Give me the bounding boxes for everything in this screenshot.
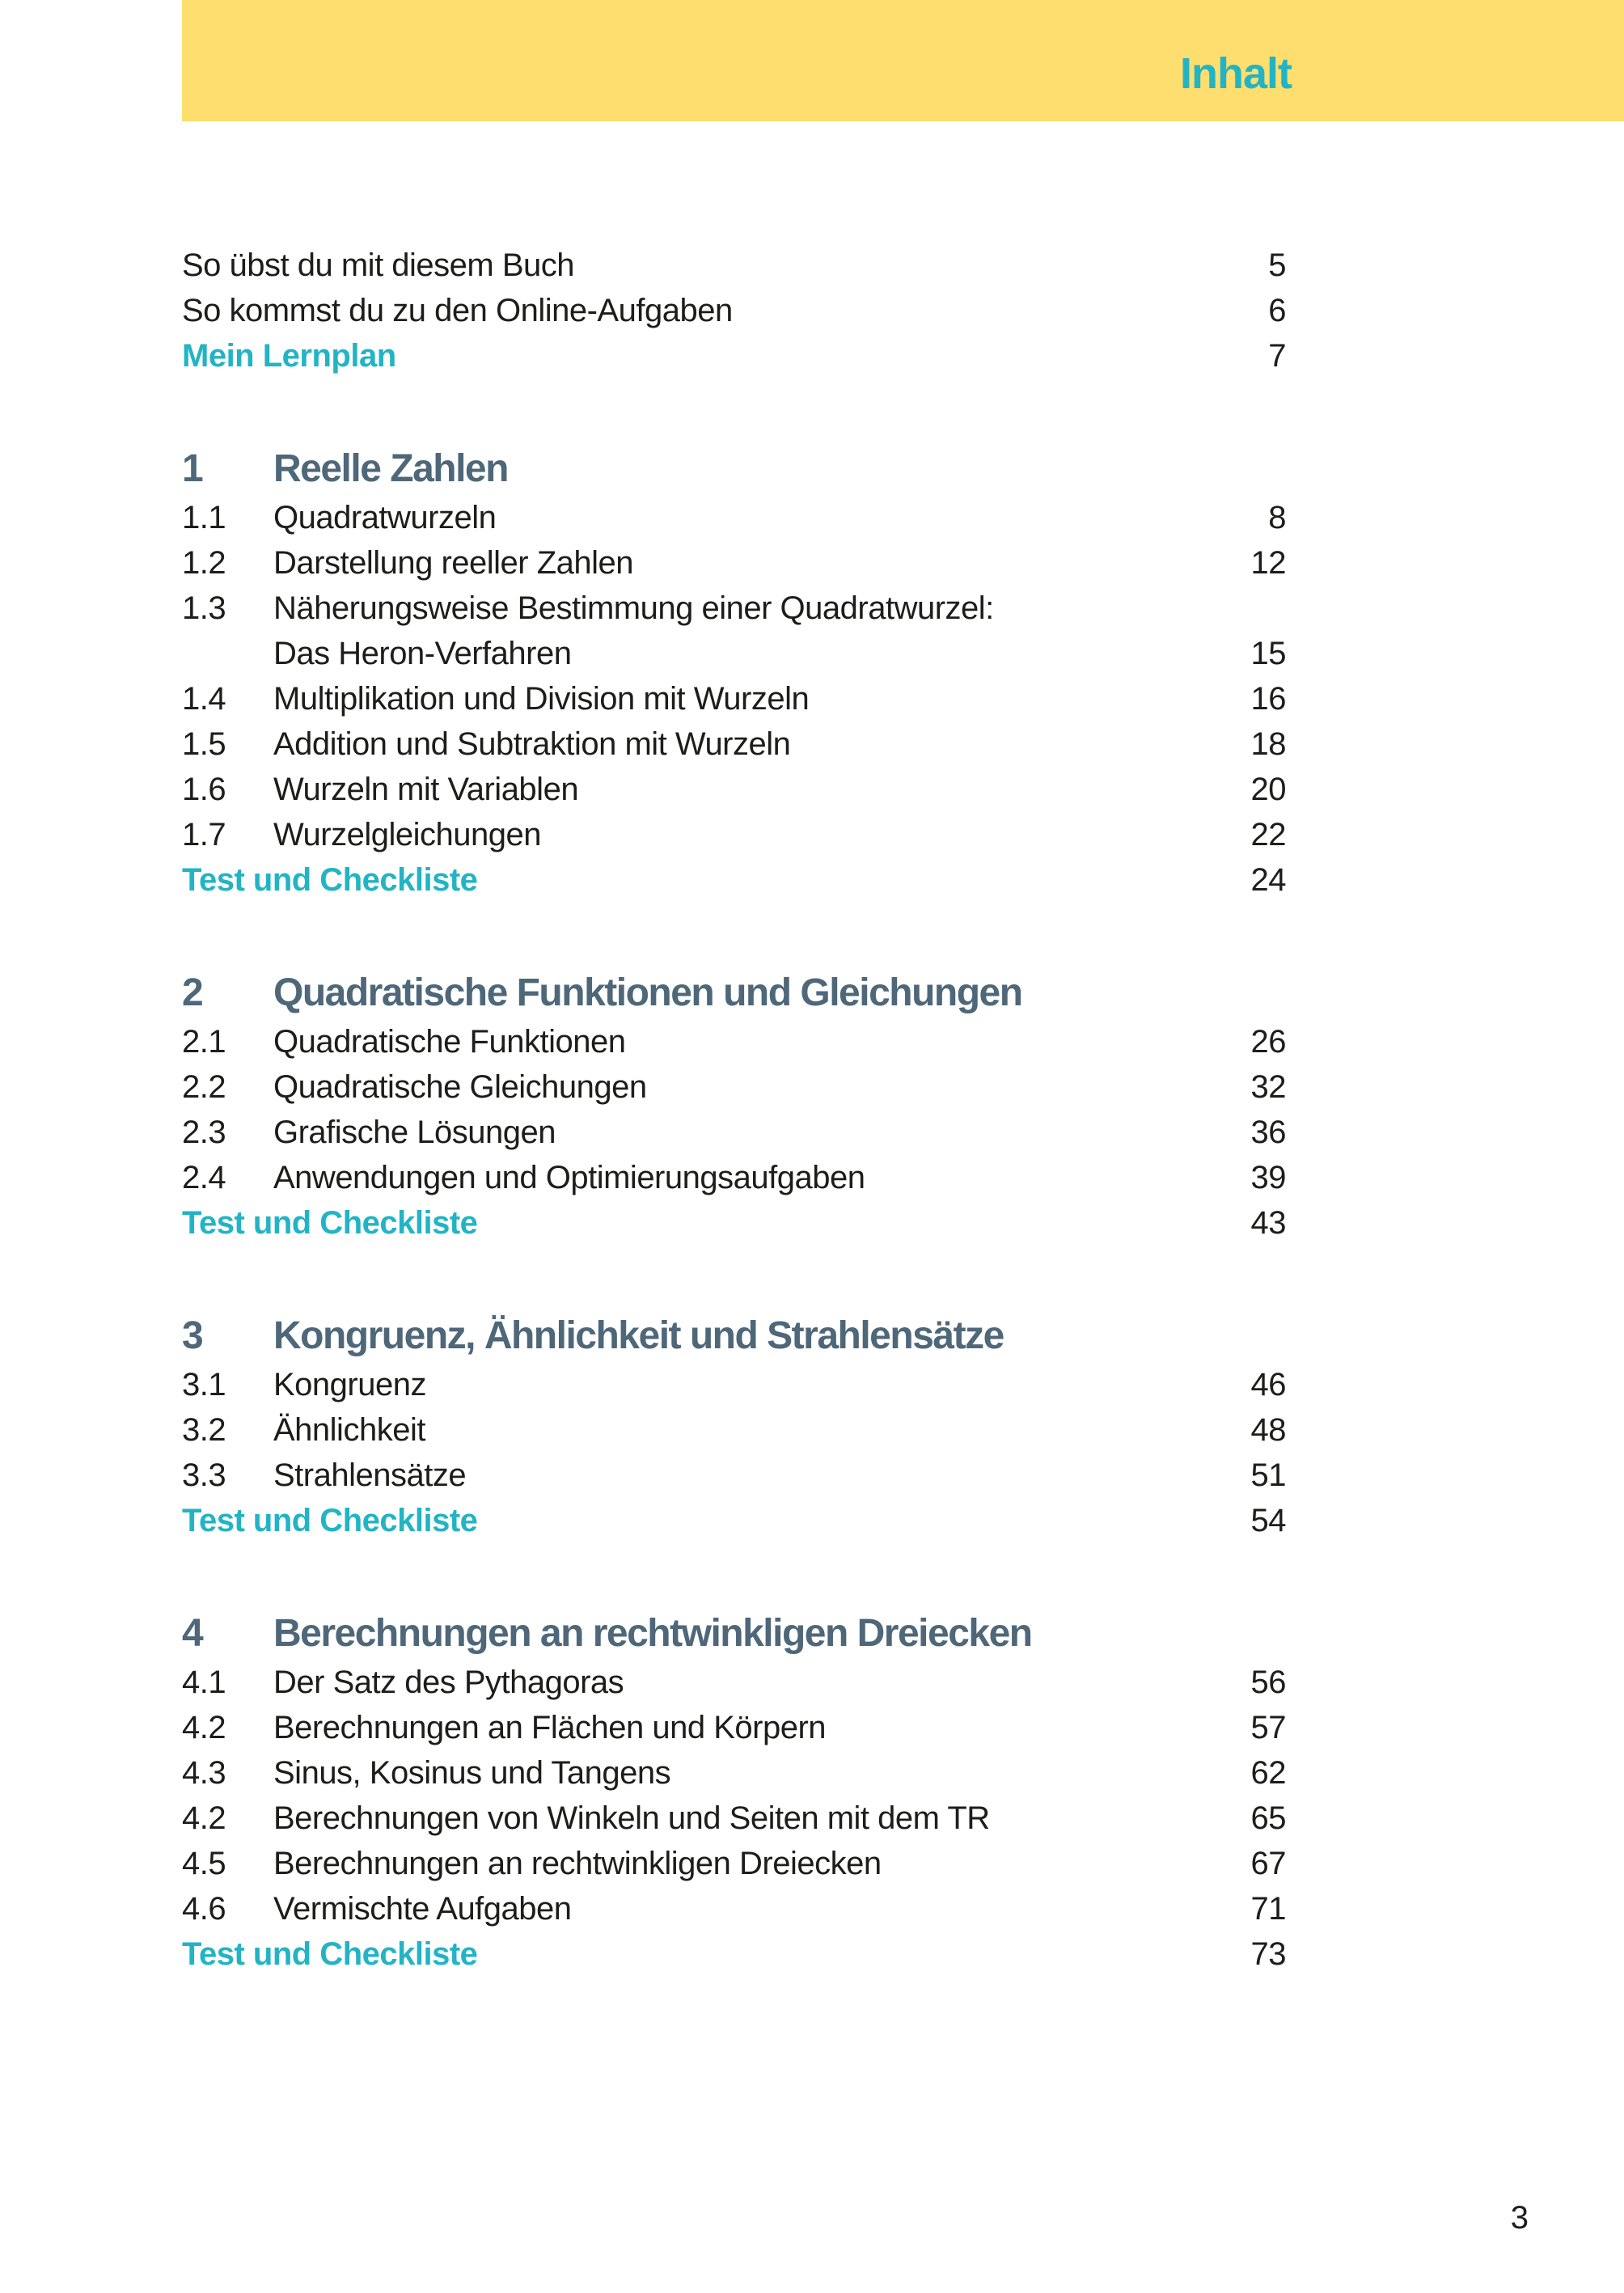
entry-title: Wurzeln mit Variablen — [273, 772, 579, 807]
page-title: Inhalt — [1180, 49, 1292, 98]
section-footer-row — [182, 1200, 1286, 1246]
toc-entry-row — [182, 540, 1286, 586]
entry-number: 4.3 — [182, 1755, 226, 1791]
entry-page: 57 — [1250, 1710, 1286, 1745]
entry-page: 65 — [1250, 1800, 1286, 1836]
toc-entry-row — [182, 495, 1286, 540]
entry-page: 36 — [1250, 1115, 1286, 1150]
entry-title: Test und Checkliste — [182, 1936, 478, 1972]
entry-number: 1.2 — [182, 545, 226, 581]
section-heading — [182, 443, 1286, 495]
entry-title: So kommst du zu den Online-Aufgaben — [182, 293, 733, 328]
entry-number: 2.3 — [182, 1115, 226, 1150]
entry-title: Quadratische Funktionen — [273, 1024, 626, 1060]
section-heading — [182, 1310, 1286, 1362]
entry-title: Anwendungen und Optimierungsaufgaben — [273, 1160, 865, 1195]
entry-title: Ähnlichkeit — [273, 1412, 425, 1448]
entry-number: 2.1 — [182, 1024, 226, 1060]
entry-page: 32 — [1250, 1069, 1286, 1105]
section-title: Reelle Zahlen — [273, 447, 508, 490]
entry-page: 43 — [1250, 1205, 1286, 1241]
toc-entry-row — [182, 586, 1286, 631]
entry-page: 16 — [1250, 681, 1286, 717]
toc-section — [182, 967, 1286, 1246]
entry-title: Berechnungen von Winkeln und Seiten mit dem TR — [273, 1800, 990, 1836]
toc-entry-row — [182, 1886, 1286, 1931]
entry-number: 1.4 — [182, 681, 226, 717]
toc-entry-row — [182, 812, 1286, 857]
entry-page: 6 — [1268, 293, 1286, 328]
page-number: 3 — [1510, 2200, 1529, 2236]
sections-list — [182, 443, 1286, 1977]
entry-page: 62 — [1250, 1755, 1286, 1791]
toc-section — [182, 1310, 1286, 1543]
entry-number: 3.3 — [182, 1457, 226, 1493]
entry-page: 20 — [1250, 772, 1286, 807]
toc-front-row — [182, 333, 1286, 379]
entry-page: 8 — [1268, 500, 1286, 535]
entry-page: 51 — [1250, 1457, 1286, 1493]
section-title: Quadratische Funktionen und Gleichungen — [273, 971, 1022, 1014]
section-footer-row — [182, 1498, 1286, 1543]
entry-title: Kongruenz — [273, 1367, 426, 1402]
entry-title: Quadratische Gleichungen — [273, 1069, 647, 1105]
entry-number: 1.3 — [182, 590, 226, 626]
section-number: 2 — [182, 971, 203, 1014]
front-matter-list — [182, 121, 1286, 379]
entry-title: Grafische Lösungen — [273, 1115, 556, 1150]
entry-title: Berechnungen an rechtwinkligen Dreiecken — [273, 1846, 882, 1881]
entry-page: 73 — [1250, 1936, 1286, 1972]
section-title: Kongruenz, Ähnlichkeit und Strahlensätze — [273, 1314, 1004, 1357]
entry-number: 2.4 — [182, 1160, 226, 1195]
entry-page: 22 — [1250, 817, 1286, 852]
section-heading — [182, 1608, 1286, 1660]
entry-title: Multiplikation und Division mit Wurzeln — [273, 681, 810, 717]
section-heading — [182, 967, 1286, 1019]
toc-entry-row — [182, 631, 1286, 676]
entry-page: 24 — [1250, 862, 1286, 898]
section-number: 4 — [182, 1612, 203, 1655]
entry-number: 1.6 — [182, 772, 226, 807]
entry-number: 3.2 — [182, 1412, 226, 1448]
toc-entry-row — [182, 767, 1286, 812]
entry-page: 7 — [1268, 338, 1286, 374]
entry-number: 4.5 — [182, 1846, 226, 1881]
entry-title: Addition und Subtraktion mit Wurzeln — [273, 726, 791, 762]
toc-entry-row — [182, 1362, 1286, 1407]
toc-section — [182, 443, 1286, 903]
toc-entry-row — [182, 1705, 1286, 1750]
entry-page: 18 — [1250, 726, 1286, 762]
section-footer-row — [182, 1931, 1286, 1977]
entry-page: 67 — [1250, 1846, 1286, 1881]
entry-number: 4.2 — [182, 1800, 226, 1836]
header-banner — [182, 0, 1624, 121]
entry-title: Quadratwurzeln — [273, 500, 497, 535]
entry-number: 1.7 — [182, 817, 226, 852]
toc-entry-row — [182, 1407, 1286, 1453]
toc-entry-row — [182, 1064, 1286, 1110]
toc-entry-row — [182, 1110, 1286, 1155]
entry-page: 71 — [1250, 1891, 1286, 1927]
entry-page: 48 — [1250, 1412, 1286, 1448]
entry-page: 46 — [1250, 1367, 1286, 1402]
section-footer-row — [182, 857, 1286, 903]
toc-entry-row — [182, 1750, 1286, 1796]
entry-number: 1.5 — [182, 726, 226, 762]
section-title: Berechnungen an rechtwinkligen Dreiecken — [273, 1612, 1032, 1655]
entry-number: 2.2 — [182, 1069, 226, 1105]
entry-page: 54 — [1250, 1503, 1286, 1538]
entry-number: 3.1 — [182, 1367, 226, 1402]
entry-title: Der Satz des Pythagoras — [273, 1665, 624, 1700]
entry-number — [182, 631, 273, 676]
entry-title: Test und Checkliste — [182, 862, 478, 898]
entry-title: So übst du mit diesem Buch — [182, 247, 575, 283]
entry-page: 12 — [1250, 545, 1286, 581]
entry-title: Näherungsweise Bestimmung einer Quadratwurzel: — [273, 590, 994, 626]
entry-title: Sinus, Kosinus und Tangens — [273, 1755, 671, 1791]
entry-title: Strahlensätze — [273, 1457, 467, 1493]
entry-title: Vermischte Aufgaben — [273, 1891, 572, 1927]
entry-title: Das Heron-Verfahren — [273, 636, 572, 671]
toc-entry-row — [182, 1796, 1286, 1841]
toc-front-row — [182, 288, 1286, 333]
entry-number: 1.1 — [182, 500, 226, 535]
entry-page: 5 — [1268, 247, 1286, 283]
entry-page: 39 — [1250, 1160, 1286, 1195]
section-number: 1 — [182, 447, 203, 490]
entry-title: Test und Checkliste — [182, 1205, 478, 1241]
entry-title: Mein Lernplan — [182, 338, 396, 374]
table-of-contents — [182, 121, 1286, 1977]
toc-entry-row — [182, 676, 1286, 721]
toc-entry-row — [182, 1155, 1286, 1200]
entry-page: 26 — [1250, 1024, 1286, 1060]
entry-page: 15 — [1250, 636, 1286, 671]
toc-section — [182, 1608, 1286, 1977]
section-number: 3 — [182, 1314, 203, 1357]
entry-page: 56 — [1250, 1665, 1286, 1700]
toc-entry-row — [182, 1841, 1286, 1886]
entry-title: Test und Checkliste — [182, 1503, 478, 1538]
toc-entry-row — [182, 1453, 1286, 1498]
entry-title: Darstellung reeller Zahlen — [273, 545, 634, 581]
entry-number: 4.6 — [182, 1891, 226, 1927]
toc-front-row — [182, 243, 1286, 288]
toc-entry-row — [182, 1660, 1286, 1705]
entry-title: Wurzelgleichungen — [273, 817, 541, 852]
entry-number: 4.2 — [182, 1710, 226, 1745]
entry-number: 4.1 — [182, 1665, 226, 1700]
entry-title: Berechnungen an Flächen und Körpern — [273, 1710, 827, 1745]
toc-entry-row — [182, 1019, 1286, 1064]
toc-entry-row — [182, 721, 1286, 767]
